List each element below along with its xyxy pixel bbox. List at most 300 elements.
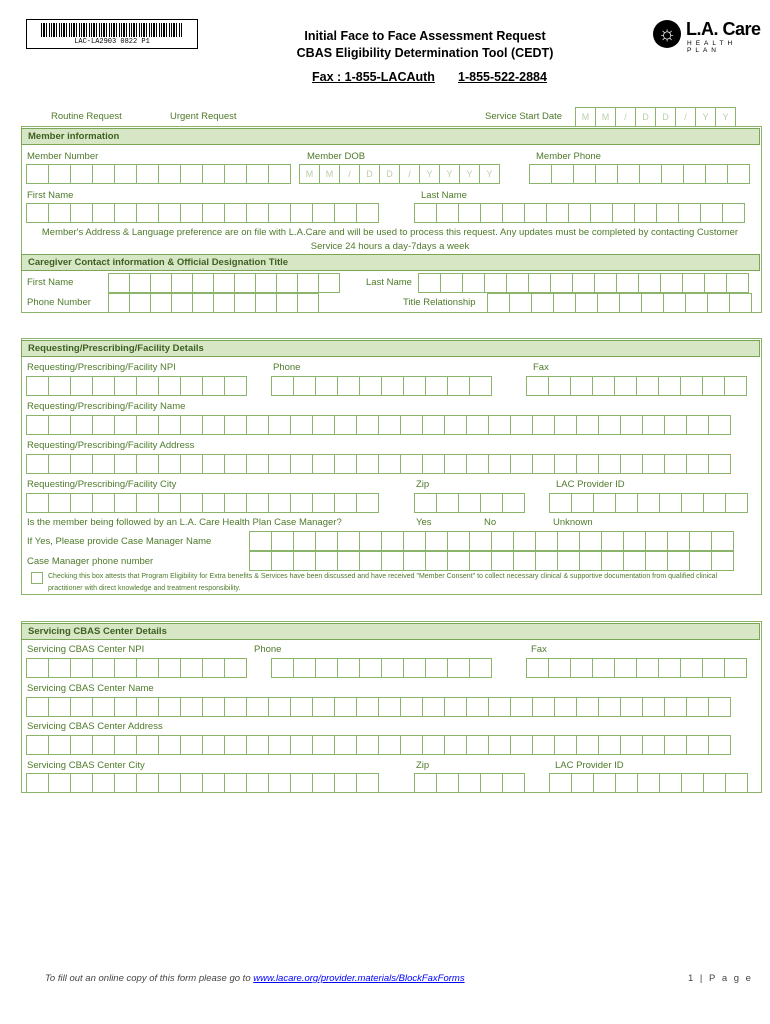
input-cell[interactable] [620,735,643,755]
input-cell[interactable] [660,273,683,293]
input-cell[interactable] [180,773,203,793]
input-cell[interactable] [532,735,555,755]
input-cell[interactable] [150,293,172,313]
input-cell[interactable] [271,658,294,678]
input-cell[interactable] [598,415,621,435]
input-cell[interactable] [26,454,49,474]
input-cell[interactable] [531,293,554,313]
input-cell[interactable] [616,273,639,293]
input-cell[interactable] [114,735,137,755]
input-cell[interactable] [636,376,659,396]
input-cell[interactable] [334,203,357,223]
input-cell[interactable] [192,293,214,313]
input-cell[interactable] [108,273,130,293]
input-cell[interactable] [356,493,379,513]
input-cell[interactable] [573,164,596,184]
date-mask-cell[interactable]: Y [459,164,480,184]
input-cell[interactable] [268,203,291,223]
input-cell[interactable] [136,376,159,396]
caregiver-phone-field[interactable] [108,293,318,313]
input-cell[interactable] [645,551,668,571]
input-cell[interactable] [136,658,159,678]
input-cell[interactable] [638,273,661,293]
input-cell[interactable] [703,493,726,513]
input-cell[interactable] [549,493,572,513]
input-cell[interactable] [469,551,492,571]
input-cell[interactable] [224,415,247,435]
input-cell[interactable] [202,415,225,435]
input-cell[interactable] [359,658,382,678]
input-cell[interactable] [202,454,225,474]
input-cell[interactable] [129,293,151,313]
input-cell[interactable] [246,203,269,223]
input-cell[interactable] [224,697,247,717]
input-cell[interactable] [318,273,340,293]
routine-request-option[interactable]: Routine Request [51,111,122,122]
input-cell[interactable] [510,454,533,474]
input-cell[interactable] [224,493,247,513]
input-cell[interactable] [48,376,71,396]
input-cell[interactable] [645,531,668,551]
input-cell[interactable] [614,658,637,678]
input-cell[interactable] [680,376,703,396]
input-cell[interactable] [642,697,665,717]
input-cell[interactable] [444,735,467,755]
input-cell[interactable] [48,773,71,793]
input-cell[interactable] [444,454,467,474]
input-cell[interactable] [114,376,137,396]
input-cell[interactable] [400,735,423,755]
input-cell[interactable] [440,273,463,293]
input-cell[interactable] [378,735,401,755]
input-cell[interactable] [202,376,225,396]
input-cell[interactable] [663,293,686,313]
input-cell[interactable] [414,203,437,223]
input-cell[interactable] [26,493,49,513]
input-cell[interactable] [639,164,662,184]
input-cell[interactable] [548,658,571,678]
input-cell[interactable] [725,773,748,793]
input-cell[interactable] [615,493,638,513]
input-cell[interactable] [297,273,319,293]
input-cell[interactable] [337,376,360,396]
input-cell[interactable] [469,376,492,396]
input-cell[interactable] [202,658,225,678]
input-cell[interactable] [642,415,665,435]
input-cell[interactable] [48,735,71,755]
requesting-city-field[interactable] [26,493,378,513]
requesting-npi-field[interactable] [26,376,246,396]
input-cell[interactable] [92,376,115,396]
input-cell[interactable] [26,658,49,678]
footer-link[interactable]: www.lacare.org/provider.materials/BlockFaxForms [253,973,465,984]
input-cell[interactable] [488,735,511,755]
member-first-name-field[interactable] [26,203,378,223]
input-cell[interactable] [704,273,727,293]
input-cell[interactable] [594,273,617,293]
date-mask-cell[interactable]: D [655,107,676,127]
input-cell[interactable] [246,697,269,717]
input-cell[interactable] [158,697,181,717]
input-cell[interactable] [642,735,665,755]
servicing-fax-field[interactable] [526,658,746,678]
input-cell[interactable] [532,454,555,474]
input-cell[interactable] [571,773,594,793]
date-mask-cell[interactable]: / [399,164,420,184]
input-cell[interactable] [180,376,203,396]
input-cell[interactable] [290,493,313,513]
input-cell[interactable] [570,658,593,678]
input-cell[interactable] [268,164,291,184]
input-cell[interactable] [535,551,558,571]
input-cell[interactable] [532,415,555,435]
input-cell[interactable] [711,531,734,551]
input-cell[interactable] [334,415,357,435]
input-cell[interactable] [92,415,115,435]
input-cell[interactable] [70,164,93,184]
input-cell[interactable] [513,551,536,571]
input-cell[interactable] [598,454,621,474]
input-cell[interactable] [579,531,602,551]
input-cell[interactable] [711,551,734,571]
input-cell[interactable] [491,531,514,551]
input-cell[interactable] [334,735,357,755]
input-cell[interactable] [554,697,577,717]
input-cell[interactable] [271,531,294,551]
input-cell[interactable] [271,551,294,571]
input-cell[interactable] [70,735,93,755]
input-cell[interactable] [535,531,558,551]
case-manager-no-option[interactable]: No [484,517,497,528]
input-cell[interactable] [180,697,203,717]
input-cell[interactable] [246,773,269,793]
caregiver-first-name-field[interactable] [108,273,339,293]
input-cell[interactable] [312,493,335,513]
input-cell[interactable] [92,203,115,223]
input-cell[interactable] [26,697,49,717]
input-cell[interactable] [579,551,602,571]
input-cell[interactable] [458,493,481,513]
servicing-npi-field[interactable] [26,658,246,678]
input-cell[interactable] [136,493,159,513]
input-cell[interactable] [403,531,426,551]
input-cell[interactable] [381,658,404,678]
urgent-request-option[interactable]: Urgent Request [170,111,237,122]
input-cell[interactable] [114,658,137,678]
input-cell[interactable] [641,293,664,313]
input-cell[interactable] [554,415,577,435]
input-cell[interactable] [502,773,525,793]
input-cell[interactable] [293,658,316,678]
input-cell[interactable] [381,531,404,551]
input-cell[interactable] [436,203,459,223]
input-cell[interactable] [213,293,235,313]
servicing-zip-field[interactable] [414,773,524,793]
input-cell[interactable] [658,658,681,678]
input-cell[interactable] [312,735,335,755]
input-cell[interactable] [488,415,511,435]
input-cell[interactable] [636,658,659,678]
date-mask-cell[interactable]: D [379,164,400,184]
input-cell[interactable] [708,454,731,474]
input-cell[interactable] [114,773,137,793]
case-manager-name-field[interactable] [249,531,733,551]
input-cell[interactable] [249,531,272,551]
input-cell[interactable] [598,735,621,755]
input-cell[interactable] [180,454,203,474]
input-cell[interactable] [158,164,181,184]
input-cell[interactable] [524,203,547,223]
servicing-address-field[interactable] [26,735,730,755]
input-cell[interactable] [356,454,379,474]
input-cell[interactable] [268,697,291,717]
input-cell[interactable] [312,773,335,793]
input-cell[interactable] [70,493,93,513]
input-cell[interactable] [480,203,503,223]
input-cell[interactable] [689,531,712,551]
input-cell[interactable] [707,293,730,313]
input-cell[interactable] [510,415,533,435]
input-cell[interactable] [136,415,159,435]
input-cell[interactable] [359,551,382,571]
requesting-provider-id-field[interactable] [549,493,747,513]
input-cell[interactable] [549,773,572,793]
input-cell[interactable] [462,273,485,293]
input-cell[interactable] [234,273,256,293]
caregiver-title-field[interactable] [487,293,751,313]
input-cell[interactable] [637,773,660,793]
input-cell[interactable] [356,773,379,793]
input-cell[interactable] [48,203,71,223]
input-cell[interactable] [664,415,687,435]
input-cell[interactable] [158,735,181,755]
input-cell[interactable] [702,376,725,396]
input-cell[interactable] [268,773,291,793]
input-cell[interactable] [425,376,448,396]
input-cell[interactable] [356,735,379,755]
input-cell[interactable] [526,376,549,396]
input-cell[interactable] [681,773,704,793]
date-mask-cell[interactable]: Y [419,164,440,184]
date-mask-cell[interactable]: / [675,107,696,127]
input-cell[interactable] [337,658,360,678]
input-cell[interactable] [703,773,726,793]
input-cell[interactable] [667,551,690,571]
input-cell[interactable] [312,203,335,223]
input-cell[interactable] [708,697,731,717]
input-cell[interactable] [246,493,269,513]
input-cell[interactable] [597,293,620,313]
input-cell[interactable] [554,454,577,474]
input-cell[interactable] [356,697,379,717]
input-cell[interactable] [509,293,532,313]
input-cell[interactable] [724,376,747,396]
input-cell[interactable] [576,735,599,755]
input-cell[interactable] [510,697,533,717]
input-cell[interactable] [114,493,137,513]
member-phone-field[interactable] [529,164,749,184]
input-cell[interactable] [150,273,172,293]
input-cell[interactable] [246,164,269,184]
input-cell[interactable] [528,273,551,293]
input-cell[interactable] [48,697,71,717]
date-mask-cell[interactable]: D [635,107,656,127]
input-cell[interactable] [620,697,643,717]
input-cell[interactable] [576,697,599,717]
date-mask-cell[interactable]: / [615,107,636,127]
input-cell[interactable] [92,773,115,793]
input-cell[interactable] [180,735,203,755]
input-cell[interactable] [593,773,616,793]
input-cell[interactable] [642,454,665,474]
input-cell[interactable] [686,697,709,717]
input-cell[interactable] [70,376,93,396]
input-cell[interactable] [422,415,445,435]
input-cell[interactable] [246,735,269,755]
input-cell[interactable] [158,203,181,223]
date-mask-cell[interactable]: M [299,164,320,184]
input-cell[interactable] [422,454,445,474]
input-cell[interactable] [315,531,338,551]
input-cell[interactable] [180,164,203,184]
member-last-name-field[interactable] [414,203,744,223]
input-cell[interactable] [623,531,646,551]
input-cell[interactable] [26,773,49,793]
input-cell[interactable] [726,273,749,293]
input-cell[interactable] [400,454,423,474]
input-cell[interactable] [315,551,338,571]
input-cell[interactable] [571,493,594,513]
input-cell[interactable] [658,376,681,396]
input-cell[interactable] [70,454,93,474]
input-cell[interactable] [705,164,728,184]
date-mask-cell[interactable]: M [575,107,596,127]
date-mask-cell[interactable]: Y [715,107,736,127]
input-cell[interactable] [592,658,615,678]
input-cell[interactable] [92,493,115,513]
requesting-zip-field[interactable] [414,493,524,513]
input-cell[interactable] [246,415,269,435]
input-cell[interactable] [136,773,159,793]
input-cell[interactable] [422,735,445,755]
input-cell[interactable] [70,658,93,678]
input-cell[interactable] [480,493,503,513]
case-manager-phone-field[interactable] [249,551,733,571]
input-cell[interactable] [553,293,576,313]
input-cell[interactable] [554,735,577,755]
input-cell[interactable] [26,164,49,184]
input-cell[interactable] [158,773,181,793]
input-cell[interactable] [92,454,115,474]
input-cell[interactable] [70,203,93,223]
input-cell[interactable] [268,454,291,474]
date-mask-cell[interactable]: M [595,107,616,127]
input-cell[interactable] [70,697,93,717]
input-cell[interactable] [667,531,690,551]
input-cell[interactable] [114,454,137,474]
input-cell[interactable] [620,415,643,435]
input-cell[interactable] [213,273,235,293]
input-cell[interactable] [334,454,357,474]
input-cell[interactable] [592,376,615,396]
input-cell[interactable] [290,203,313,223]
input-cell[interactable] [447,658,470,678]
input-cell[interactable] [466,415,489,435]
date-mask-cell[interactable]: Y [479,164,500,184]
input-cell[interactable] [659,773,682,793]
input-cell[interactable] [114,203,137,223]
input-cell[interactable] [180,658,203,678]
input-cell[interactable] [502,203,525,223]
service-start-date-field[interactable] [575,107,735,127]
input-cell[interactable] [466,697,489,717]
input-cell[interactable] [276,273,298,293]
input-cell[interactable] [136,164,159,184]
input-cell[interactable] [114,164,137,184]
input-cell[interactable] [337,551,360,571]
input-cell[interactable] [656,203,679,223]
input-cell[interactable] [425,531,448,551]
input-cell[interactable] [614,376,637,396]
input-cell[interactable] [529,164,552,184]
input-cell[interactable] [378,415,401,435]
input-cell[interactable] [601,551,624,571]
input-cell[interactable] [359,376,382,396]
input-cell[interactable] [180,415,203,435]
date-mask-cell[interactable]: / [339,164,360,184]
input-cell[interactable] [425,658,448,678]
input-cell[interactable] [400,415,423,435]
input-cell[interactable] [572,273,595,293]
input-cell[interactable] [469,531,492,551]
input-cell[interactable] [418,273,441,293]
input-cell[interactable] [570,376,593,396]
input-cell[interactable] [727,164,750,184]
input-cell[interactable] [48,164,71,184]
input-cell[interactable] [378,454,401,474]
input-cell[interactable] [158,454,181,474]
input-cell[interactable] [615,773,638,793]
input-cell[interactable] [359,531,382,551]
input-cell[interactable] [513,531,536,551]
input-cell[interactable] [26,203,49,223]
member-dob-field[interactable] [299,164,499,184]
input-cell[interactable] [268,493,291,513]
input-cell[interactable] [92,697,115,717]
input-cell[interactable] [255,273,277,293]
input-cell[interactable] [315,658,338,678]
input-cell[interactable] [92,164,115,184]
input-cell[interactable] [678,203,701,223]
servicing-city-field[interactable] [26,773,378,793]
caregiver-last-name-field[interactable] [418,273,748,293]
input-cell[interactable] [686,735,709,755]
input-cell[interactable] [487,293,510,313]
input-cell[interactable] [659,493,682,513]
input-cell[interactable] [26,376,49,396]
input-cell[interactable] [192,273,214,293]
input-cell[interactable] [234,293,256,313]
input-cell[interactable] [92,658,115,678]
input-cell[interactable] [506,273,529,293]
input-cell[interactable] [403,658,426,678]
input-cell[interactable] [276,293,298,313]
input-cell[interactable] [180,203,203,223]
input-cell[interactable] [708,415,731,435]
input-cell[interactable] [425,551,448,571]
input-cell[interactable] [623,551,646,571]
input-cell[interactable] [595,164,618,184]
